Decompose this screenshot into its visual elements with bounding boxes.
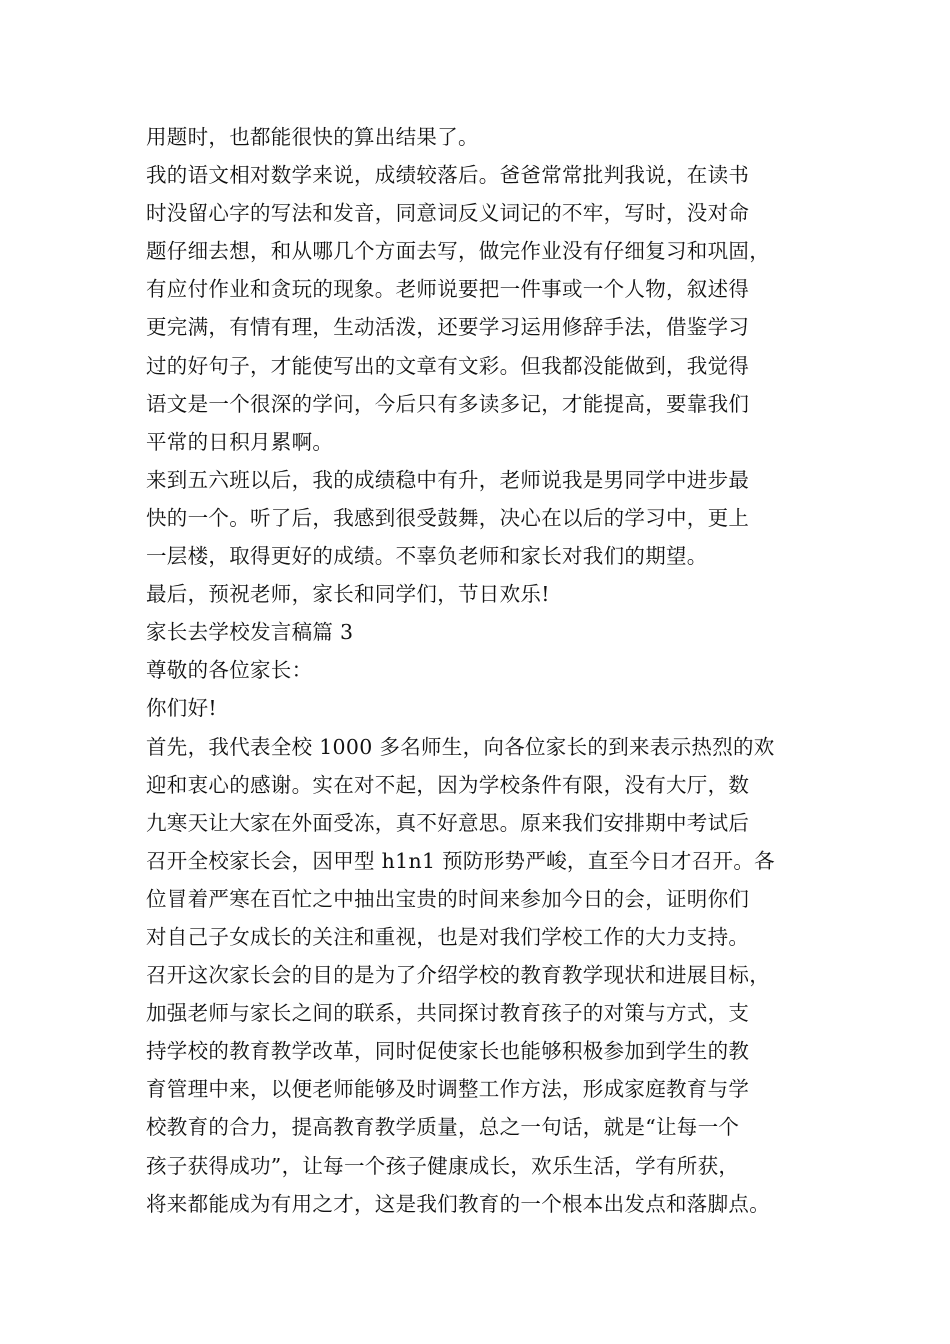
salutation: 尊敬的各位家长：	[146, 658, 313, 683]
text-line: 来到五六班以后，我的成绩稳中有升，老师说我是男同学中进步最	[146, 467, 750, 492]
text-line: 最后，预祝老师，家长和同学们，节日欢乐!	[146, 582, 550, 607]
text-line: 更完满，有情有理，生动活泼，还要学习运用修辞手法，借鉴学习	[146, 315, 750, 340]
text-line: 用题时，也都能很快的算出结果了。	[146, 125, 479, 149]
text-line: 语文是一个很深的学问，今后只有多读多记，才能提高，要靠我们	[146, 391, 750, 416]
document-body	[146, 118, 836, 1223]
text-line: 召开这次家长会的目的是为了介绍学校的教育教学现状和进展目标，	[146, 963, 770, 988]
text-line: 时没留心字的写法和发音，同意词反义词记的不牢，写时，没对命	[146, 201, 750, 226]
greeting: 你们好!	[146, 696, 217, 721]
text-line: 召开全校家长会，因甲型 h1n1 预防形势严峻，直至今日才召开。各	[146, 848, 775, 873]
text-line: 过的好句子，才能使写出的文章有文彩。但我都没能做到，我觉得	[146, 353, 750, 378]
text-line: 平常的日积月累啊。	[146, 429, 334, 454]
section-heading: 家长去学校发言稿篇 3	[146, 620, 354, 645]
text-line: 迎和衷心的感谢。实在对不起，因为学校条件有限，没有大厅，数	[146, 772, 750, 797]
text-line: 育管理中来，以便老师能够及时调整工作方法，形成家庭教育与学	[146, 1077, 750, 1102]
text-line: 有应付作业和贪玩的现象。老师说要把一件事或一个人物，叙述得	[146, 277, 750, 302]
text-line: 位冒着严寒在百忙之中抽出宝贵的时间来参加今日的会，证明你们	[146, 886, 750, 911]
text-line: 加强老师与家长之间的联系，共同探讨教育孩子的对策与方式，支	[146, 1001, 750, 1026]
text-line: 校教育的合力，提高教育教学质量，总之一句话，就是“让每一个	[146, 1115, 740, 1140]
text-line: 首先，我代表全校 1000 多名师生，向各位家长的到来表示热烈的欢	[146, 734, 775, 759]
text-line: 将来都能成为有用之才，这是我们教育的一个根本出发点和落脚点。	[146, 1191, 770, 1216]
text-line: 一层楼，取得更好的成绩。不辜负老师和家长对我们的期望。	[146, 544, 708, 569]
text-line: 对自己子女成长的关注和重视，也是对我们学校工作的大力支持。	[146, 924, 750, 949]
text-line: 持学校的教育教学改革，同时促使家长也能够积极参加到学生的教	[146, 1039, 750, 1064]
text-line: 快的一个。听了后，我感到很受鼓舞，决心在以后的学习中，更上	[146, 505, 750, 530]
text-line: 九寒天让大家在外面受冻，真不好意思。原来我们安排期中考试后	[146, 810, 750, 835]
text-line: 孩子获得成功”，让每一个孩子健康成长，欢乐生活，学有所获，	[146, 1153, 740, 1178]
text-line: 我的语文相对数学来说，成绩较落后。爸爸常常批判我说，在读书	[146, 163, 750, 188]
text-line: 题仔细去想，和从哪几个方面去写，做完作业没有仔细复习和巩固，	[146, 239, 770, 264]
